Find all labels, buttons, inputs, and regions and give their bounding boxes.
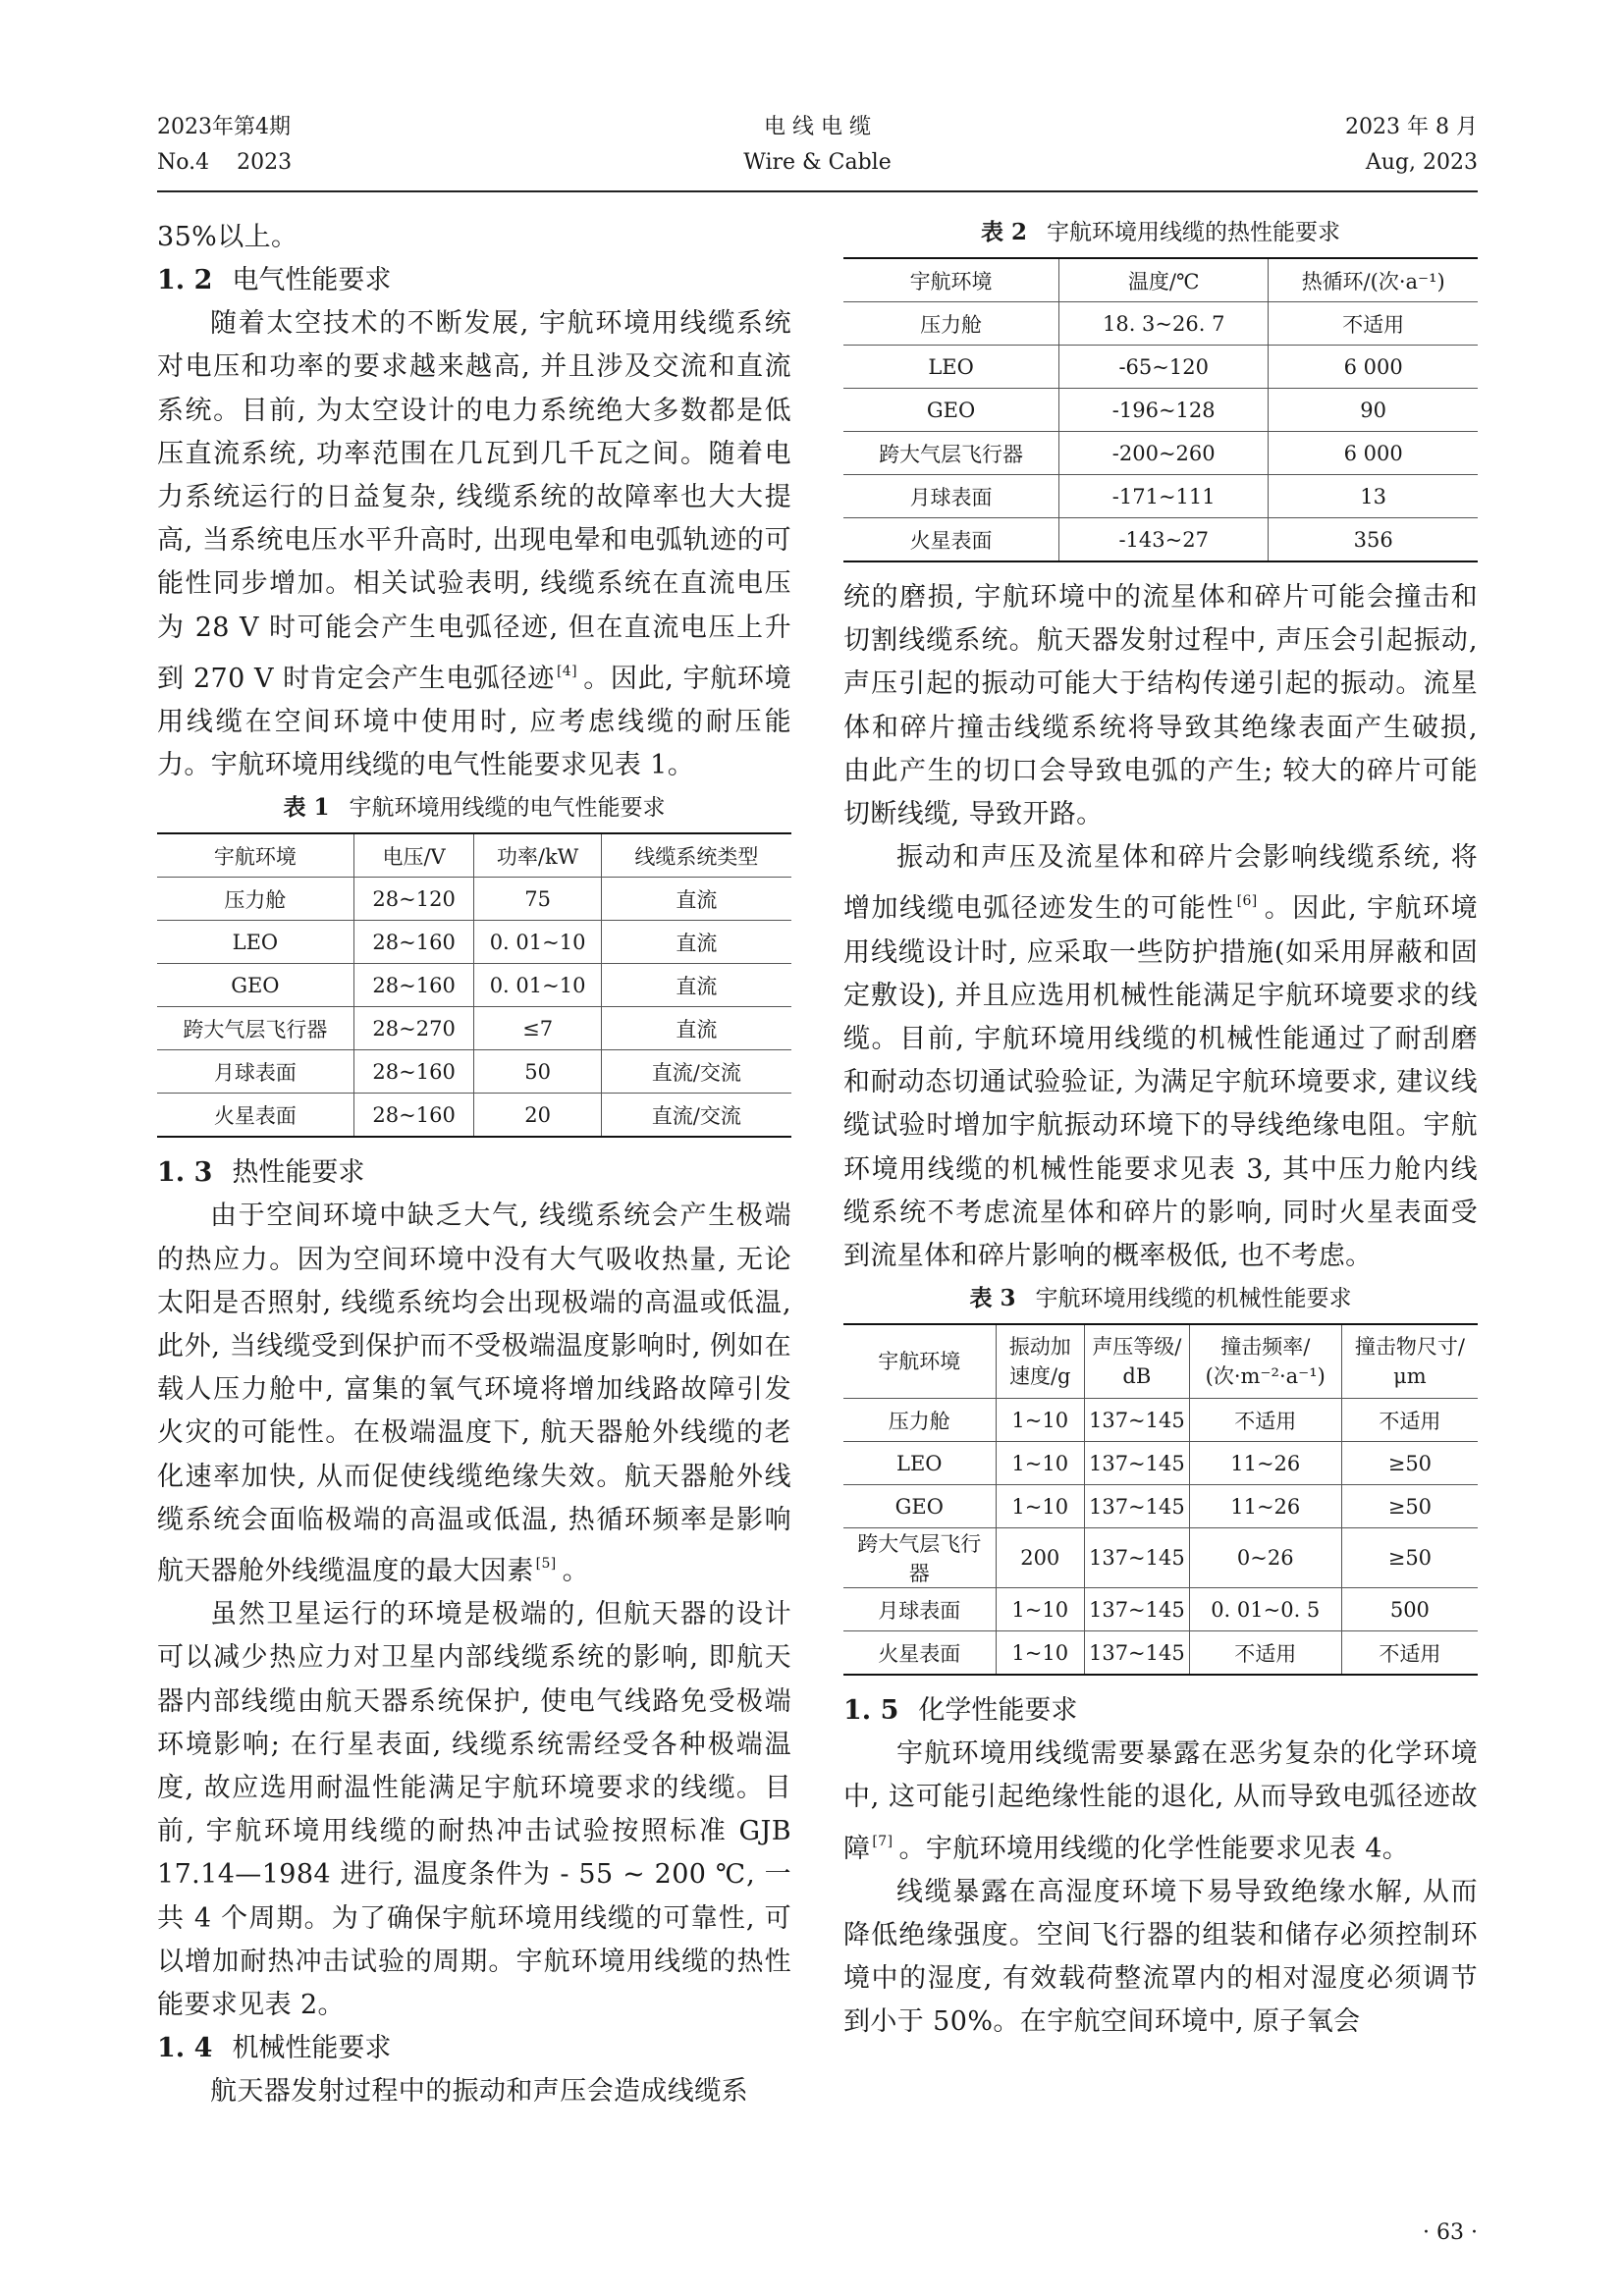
table-caption: [157, 791, 791, 825]
header-issue-cn: 2023年第4期: [157, 115, 291, 139]
citation-ref[interactable]: [6]: [1236, 893, 1258, 910]
table-cell: 28~160: [353, 1094, 474, 1138]
table-cell: 200: [996, 1528, 1084, 1588]
table-cell: 月球表面: [843, 475, 1059, 518]
table-cell: 火星表面: [157, 1094, 353, 1138]
table-cell: 0~26: [1189, 1528, 1341, 1588]
table-cell: 月球表面: [843, 1588, 996, 1631]
paragraph: [157, 302, 791, 787]
table-cell: ≥50: [1341, 1442, 1478, 1485]
column-header: 电压/V: [353, 833, 474, 878]
table-cell: 直流/交流: [601, 1050, 791, 1094]
paragraph: 航天器发射过程中的振动和声压会造成线缆系: [210, 2076, 748, 2108]
table-cell: 28~270: [353, 1007, 474, 1050]
table-cell: 50: [474, 1050, 601, 1094]
paragraph-text: 振动和声压及流星体和碎片会影响线缆系统, 将增加线缆电弧径迹发生的可能性: [843, 842, 1478, 925]
header-line: 宇航环境: [878, 1350, 961, 1374]
column-header: 线缆系统类型: [601, 833, 791, 878]
column-header: [1189, 1324, 1341, 1399]
table-cell: 压力舱: [843, 302, 1059, 346]
table-cell: 500: [1341, 1588, 1478, 1631]
section-number: 1. 2: [157, 265, 213, 296]
table-cell: 1~10: [996, 1631, 1084, 1676]
header-line: μm: [1393, 1364, 1427, 1389]
table-row: [157, 964, 791, 1007]
table-row: [157, 878, 791, 921]
table-title: 宇航环境用线缆的电气性能要求: [349, 795, 666, 822]
table-cell: 不适用: [1341, 1631, 1478, 1676]
table-cell: -65~120: [1059, 346, 1269, 389]
table-caption: [843, 216, 1478, 249]
header-line: 撞击物尺寸/: [1354, 1335, 1465, 1360]
table-cell: 1~10: [996, 1442, 1084, 1485]
table-header-row: [843, 258, 1478, 302]
table-cell: 13: [1269, 475, 1478, 518]
table-row: [157, 1094, 791, 1138]
section-number: 1. 3: [157, 1157, 213, 1189]
table-cell: 直流: [601, 878, 791, 921]
header-date-cn: 2023 年 8 月: [1345, 115, 1478, 139]
paragraph-text: 。因此, 宇航环境用线缆在空间环境中使用时, 应考虑线缆的耐压能力。宇航环境用线缆的电气性能要求见表 1。: [157, 663, 791, 781]
left-column: [157, 216, 791, 2114]
table-cell: 不适用: [1341, 1399, 1478, 1442]
table-cell: 1~10: [996, 1399, 1084, 1442]
table-cell: 压力舱: [843, 1399, 996, 1442]
table-row: [843, 518, 1478, 562]
column-header: [1341, 1324, 1478, 1399]
column-header: 温度/℃: [1059, 258, 1269, 302]
header-line: dB: [1122, 1364, 1152, 1389]
table-row: [843, 1399, 1478, 1442]
table-cell: 11~26: [1189, 1442, 1341, 1485]
paragraph-continuation: 统的磨损, 宇航环境中的流星体和碎片可能会撞击和切割线缆系统。航天器发射过程中, 声压会引起振动, 声压引起的振动可能大于结构传递引起的振动。流星体和碎片撞击线缆系统将导致其绝缘表面产生破损, 由此产生的切口会导致电弧的产生; 较大的碎片可能切断线缆, 导致开路。: [843, 582, 1478, 830]
column-header: 宇航环境: [843, 258, 1059, 302]
section-number: 1. 4: [157, 2033, 213, 2064]
table-cell: 90: [1269, 389, 1478, 432]
section-title: 化学性能要求: [918, 1695, 1078, 1727]
table-cell: 28~120: [353, 878, 474, 921]
table-row: [843, 432, 1478, 475]
table-cell: 1~10: [996, 1588, 1084, 1631]
header-line: 速度/g: [1008, 1364, 1071, 1389]
table-row: [157, 1007, 791, 1050]
table-row: [843, 1631, 1478, 1676]
column-header: 热循环/(次·a⁻¹): [1269, 258, 1478, 302]
table-cell: ≤7: [474, 1007, 601, 1050]
table-cell: 28~160: [353, 964, 474, 1007]
page-number: · 63 ·: [1423, 2220, 1478, 2245]
table-cell: 0. 01~10: [474, 964, 601, 1007]
table-caption: [843, 1282, 1478, 1315]
table-mechanical: [843, 1323, 1478, 1676]
table-cell: -143~27: [1059, 518, 1269, 562]
paragraph-text: 宇航环境用线缆需要暴露在恶劣复杂的化学环境中, 这可能引起绝缘性能的退化, 从而导致电弧径迹故障: [843, 1738, 1478, 1864]
paragraph: [843, 836, 1478, 1278]
citation-ref[interactable]: [7]: [872, 1833, 893, 1849]
table-header-row: [157, 833, 791, 878]
table-cell: 不适用: [1269, 302, 1478, 346]
table-cell: 137~145: [1084, 1442, 1189, 1485]
table-number: 表 2: [980, 219, 1027, 245]
table-cell: 直流/交流: [601, 1094, 791, 1138]
citation-ref[interactable]: [5]: [535, 1556, 557, 1573]
journal-page: [157, 110, 1478, 2250]
table-cell: 137~145: [1084, 1485, 1189, 1528]
table-row: [157, 1050, 791, 1094]
column-header: [843, 1324, 996, 1399]
paragraph-continuation: 35%以上。: [157, 222, 298, 252]
table-cell: -200~260: [1059, 432, 1269, 475]
running-header: [157, 110, 1478, 192]
paragraph: [843, 1733, 1478, 1871]
table-cell: -196~128: [1059, 389, 1269, 432]
table-cell: GEO: [157, 964, 353, 1007]
column-header: 宇航环境: [157, 833, 353, 878]
table-row: [843, 475, 1478, 518]
header-date-en: Aug, 2023: [1365, 150, 1478, 175]
paragraph-text: 。: [562, 1556, 590, 1587]
section-number: 1. 5: [843, 1695, 899, 1727]
section-title: 热性能要求: [232, 1157, 365, 1189]
journal-name-cn: 电 线 电 缆: [764, 115, 871, 139]
table-number: 表 1: [283, 794, 330, 822]
table-cell: 跨大气层飞行器: [157, 1007, 353, 1050]
paragraph-text: 随着太空技术的不断发展, 宇航环境用线缆系统对电压和功率的要求越来越高, 并且涉及交流和直流系统。目前, 为太空设计的电力系统绝大多数都是低压直流系统, 功率范围在几瓦到几千瓦之间。随着电力系统运行的日益复杂, 线缆系统的故障率也大大提高, 当系统电压水平升高时, 出现电晕和电弧轨迹的可能性同步增加。相关试验表明, 线缆系统在直流电压为 28 V 时可能会产生电弧径迹, 但在直流电压上升到 270 V 时肯定会产生电弧径迹: [157, 308, 791, 694]
paragraph: [157, 1195, 791, 1593]
table-row: [843, 1485, 1478, 1528]
table-cell: 不适用: [1189, 1631, 1341, 1676]
table-cell: 不适用: [1189, 1399, 1341, 1442]
column-header: 功率/kW: [474, 833, 601, 878]
table-cell: 75: [474, 878, 601, 921]
table-row: [843, 1528, 1478, 1588]
section-title: 机械性能要求: [232, 2033, 392, 2064]
table-cell: 直流: [601, 1007, 791, 1050]
table-cell: 28~160: [353, 1050, 474, 1094]
header-line: 声压等级/: [1092, 1335, 1182, 1360]
table-cell: 跨大气层飞行器: [843, 1528, 996, 1588]
table-electrical: [157, 832, 791, 1138]
journal-name-en: Wire & Cable: [743, 150, 892, 175]
table-cell: 137~145: [1084, 1588, 1189, 1631]
table-cell: 0. 01~10: [474, 921, 601, 964]
table-cell: -171~111: [1059, 475, 1269, 518]
table-cell: LEO: [157, 921, 353, 964]
table-row: [843, 1588, 1478, 1631]
table-cell: 跨大气层飞行器: [843, 432, 1059, 475]
table-cell: 137~145: [1084, 1528, 1189, 1588]
section-heading-1-2: [157, 259, 791, 302]
section-title: 电气性能要求: [232, 265, 392, 296]
table-number: 表 3: [969, 1285, 1016, 1312]
table-cell: 11~26: [1189, 1485, 1341, 1528]
header-center: [157, 110, 1478, 181]
table-cell: 137~145: [1084, 1631, 1189, 1676]
table-cell: 18. 3~26. 7: [1059, 302, 1269, 346]
right-column: [843, 216, 1478, 2045]
table-cell: 直流: [601, 964, 791, 1007]
table-row: [843, 302, 1478, 346]
paragraph: 虽然卫星运行的环境是极端的, 但航天器的设计可以减少热应力对卫星内部线缆系统的影响, 即航天器内部线缆由航天器系统保护, 使电气线路免受极端环境影响; 在行星表面, 线缆系统需经受各种极端温度, 故应选用耐温性能满足宇航环境要求的线缆。目前, 宇航环境用线缆的耐热冲击试验按照标准 GJB 17.14—1984 进行, 温度条件为 - 55 ~ 200 ℃, 一共 4 个周期。为了确保宇航环境用线缆的可靠性, 可以增加耐热冲击试验的周期。宇航环境用线缆的热性能要求见表 2。: [157, 1599, 791, 2021]
table-cell: 1~10: [996, 1485, 1084, 1528]
header-line: 振动加: [1008, 1335, 1071, 1360]
table-cell: ≥50: [1341, 1528, 1478, 1588]
column-header: [996, 1324, 1084, 1399]
paragraph-text: 。宇航环境用线缆的化学性能要求见表 4。: [898, 1833, 1410, 1864]
table-row: [843, 346, 1478, 389]
table-cell: LEO: [843, 346, 1059, 389]
table-cell: GEO: [843, 1485, 996, 1528]
table-cell: 直流: [601, 921, 791, 964]
table-header-row: [843, 1324, 1478, 1399]
paragraph-text: 由于空间环境中缺乏大气, 线缆系统会产生极端的热应力。因为空间环境中没有大气吸收热量, 无论太阳是否照射, 线缆系统均会出现极端的高温或低温, 此外, 当线缆受到保护而不受极端温度影响时, 例如在载人压力舱中, 富集的氧气环境将增加线路故障引发火灾的可能性。在极端温度下, 航天器舱外线缆的老化速率加快, 从而促使线缆绝缘失效。航天器舱外线缆系统会面临极端的高温或低温, 热循环频率是影响航天器舱外线缆温度的最大因素: [157, 1201, 791, 1587]
table-row: [843, 389, 1478, 432]
table-thermal: [843, 257, 1478, 562]
table-cell: ≥50: [1341, 1485, 1478, 1528]
table-title: 宇航环境用线缆的热性能要求: [1047, 220, 1340, 245]
table-cell: 月球表面: [157, 1050, 353, 1094]
citation-ref[interactable]: [4]: [556, 663, 577, 679]
header-right: [1345, 110, 1478, 181]
header-issue-en: No.4 2023: [157, 150, 293, 175]
section-heading-1-5: [843, 1689, 1478, 1733]
table-cell: 0. 01~0. 5: [1189, 1588, 1341, 1631]
table-cell: LEO: [843, 1442, 996, 1485]
header-line: 撞击频率/: [1220, 1335, 1311, 1360]
table-cell: 137~145: [1084, 1399, 1189, 1442]
table-cell: 6 000: [1269, 432, 1478, 475]
table-cell: 356: [1269, 518, 1478, 562]
paragraph: 线缆暴露在高湿度环境下易导致绝缘水解, 从而降低绝缘强度。空间飞行器的组装和储存必须控制环境中的湿度, 有效载荷整流罩内的相对湿度必须调节到小于 50%。在宇航空间环境中, 原子氧会: [843, 1876, 1478, 2038]
table-row: [157, 921, 791, 964]
table-cell: GEO: [843, 389, 1059, 432]
table-cell: 火星表面: [843, 518, 1059, 562]
table-cell: 28~160: [353, 921, 474, 964]
paragraph-text: 。因此, 宇航环境用线缆设计时, 应采取一些防护措施(如采用屏蔽和固定敷设), 并且应选用机械性能满足宇航环境要求的线缆。目前, 宇航环境用线缆的机械性能通过了耐刮磨和耐动态切通试验验证, 为满足宇航环境要求, 建议线缆试验时增加宇航振动环境下的导线绝缘电阻。宇航环境用线缆的机械性能要求见表 3, 其中压力舱内线缆系统不考虑流星体和碎片的影响, 同时火星表面受到流星体和碎片影响的概率极低, 也不考虑。: [843, 893, 1479, 1272]
section-heading-1-4: [157, 2027, 791, 2070]
table-cell: 20: [474, 1094, 601, 1138]
section-heading-1-3: [157, 1151, 791, 1195]
header-line: (次·m⁻²·a⁻¹): [1205, 1364, 1326, 1389]
table-cell: 压力舱: [157, 878, 353, 921]
table-cell: 火星表面: [843, 1631, 996, 1676]
table-title: 宇航环境用线缆的机械性能要求: [1035, 1286, 1352, 1312]
table-cell: 6 000: [1269, 346, 1478, 389]
column-header: [1084, 1324, 1189, 1399]
table-row: [843, 1442, 1478, 1485]
